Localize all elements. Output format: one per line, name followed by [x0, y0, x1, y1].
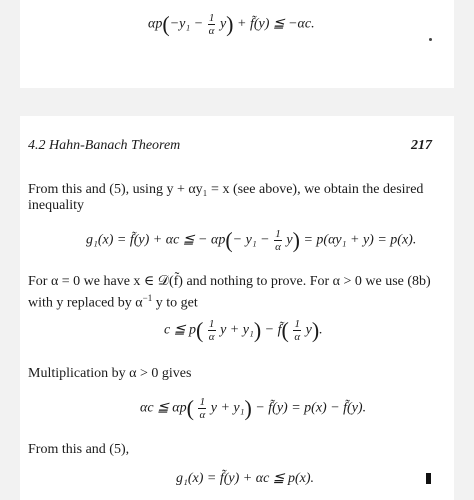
equation-top: αp(−y₁ − $\frac{1}{\alpha}$ y) + f̃(y) ≦ −αc.	[148, 11, 315, 37]
page-number: 217	[411, 138, 432, 153]
paragraph-line: Multiplication by α > 0 gives	[28, 366, 192, 381]
speck	[429, 38, 432, 41]
equation-final: g₁(x) = f̃(y) + αc ≦ p(x).	[176, 471, 315, 486]
paragraph-line: From this and (5),	[28, 442, 130, 457]
previous-page-fragment	[20, 0, 454, 88]
equation-multiplication: αc ≦ αp( $\frac{1}{\alpha}$ y + y₁) − f̃(y) = p(x) − f̃(y).	[140, 395, 367, 421]
fraction: $\frac{1}{\alpha}$	[208, 318, 215, 343]
fraction: $\frac{1}{\alpha}$	[208, 12, 215, 37]
paragraph-line: For α = 0 we have x ∈ 𝒟(f̃) and nothing to prove. For α > 0 we use (8b)	[28, 274, 431, 289]
fraction: $\frac{1}{\alpha}$	[199, 396, 206, 421]
qed-square-icon	[426, 473, 431, 484]
running-header-section: 4.2 Hahn-Banach Theorem	[28, 138, 181, 153]
book-page	[20, 116, 454, 500]
equation-inequality: g₁(x) = f̃(y) + αc ≦ − αp(− y₁ − $\frac{1}{\alpha}$ y) = p(αy₁ + y) = p(x).	[86, 227, 417, 253]
paragraph-line: inequality	[28, 198, 84, 213]
equation-c-bound: c ≦ p( $\frac{1}{\alpha}$ y + y₁) − f̃( $\frac{1}{\alpha}$ y).	[164, 317, 323, 343]
fraction: $\frac{1}{\alpha}$	[275, 228, 281, 253]
fraction: $\frac{1}{\alpha}$	[294, 318, 301, 343]
paragraph-line: From this and (5), using y + αy₁ = x (see above), we obtain the desired	[28, 182, 424, 197]
paragraph-line: with y replaced by $\alpha^{-1}$ y to get	[28, 293, 198, 311]
